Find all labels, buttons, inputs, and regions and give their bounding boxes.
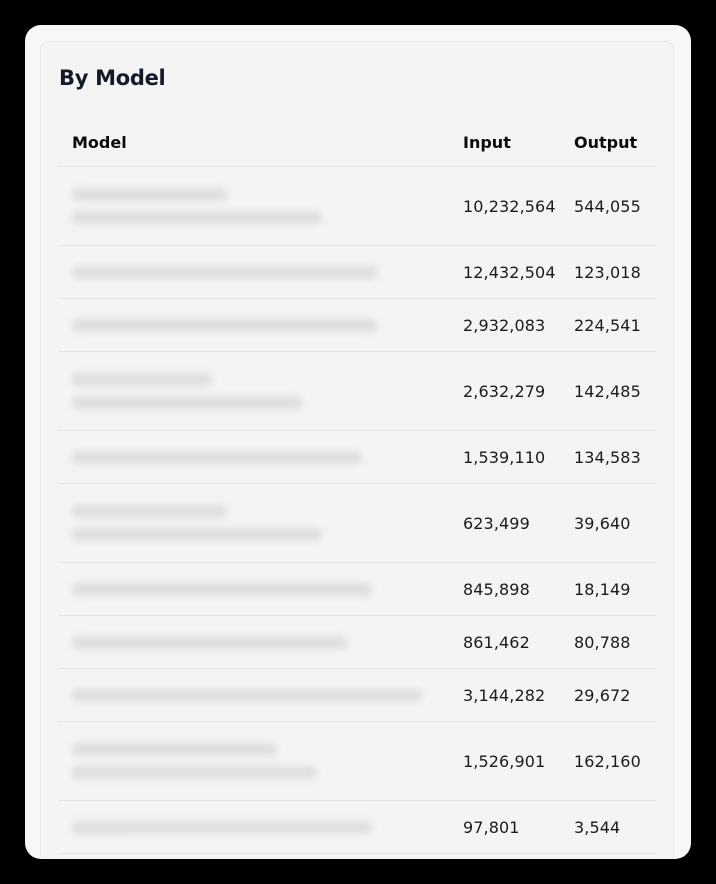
column-header-input: Input — [450, 118, 561, 167]
model-usage-table — [59, 118, 656, 854]
blurred-text-line — [72, 743, 277, 756]
redacted-model-name — [72, 821, 450, 834]
input-tokens-cell: 845,898 — [450, 563, 561, 616]
input-tokens-cell: 861,462 — [450, 616, 561, 669]
table-row — [59, 352, 656, 431]
blurred-text-line — [72, 451, 362, 464]
by-model-card — [40, 41, 674, 859]
blurred-text-line — [72, 266, 377, 279]
table-header-row — [59, 118, 656, 167]
model-name-cell — [59, 299, 450, 352]
table-row — [59, 167, 656, 246]
blurred-text-line — [72, 766, 317, 779]
output-tokens-cell: 3,544 — [561, 801, 656, 854]
column-header-output: Output — [561, 118, 656, 167]
output-tokens-cell: 142,485 — [561, 352, 656, 431]
input-tokens-cell: 623,499 — [450, 484, 561, 563]
output-tokens-cell: 544,055 — [561, 167, 656, 246]
model-name-cell — [59, 246, 450, 299]
blurred-text-line — [72, 505, 227, 518]
model-name-cell — [59, 352, 450, 431]
redacted-model-name — [72, 373, 450, 409]
column-header-model: Model — [59, 118, 450, 167]
redacted-model-name — [72, 743, 450, 779]
blurred-text-line — [72, 373, 212, 386]
redacted-model-name — [72, 266, 450, 279]
input-tokens-cell: 2,932,083 — [450, 299, 561, 352]
table-row — [59, 431, 656, 484]
blurred-text-line — [72, 188, 227, 201]
card-title: By Model — [59, 66, 166, 90]
output-tokens-cell: 224,541 — [561, 299, 656, 352]
input-tokens-cell: 12,432,504 — [450, 246, 561, 299]
blurred-text-line — [72, 636, 347, 649]
table-row — [59, 722, 656, 801]
table-row — [59, 563, 656, 616]
model-name-cell — [59, 669, 450, 722]
blurred-text-line — [72, 528, 322, 541]
input-tokens-cell: 1,539,110 — [450, 431, 561, 484]
blurred-text-line — [72, 821, 372, 834]
redacted-model-name — [72, 451, 450, 464]
output-tokens-cell: 80,788 — [561, 616, 656, 669]
output-tokens-cell: 162,160 — [561, 722, 656, 801]
table-row — [59, 299, 656, 352]
table-row — [59, 246, 656, 299]
model-name-cell — [59, 801, 450, 854]
table-row — [59, 484, 656, 563]
input-tokens-cell: 10,232,564 — [450, 167, 561, 246]
window-frame — [25, 25, 691, 859]
redacted-model-name — [72, 505, 450, 541]
blurred-text-line — [72, 583, 372, 596]
redacted-model-name — [72, 188, 450, 224]
model-name-cell — [59, 563, 450, 616]
redacted-model-name — [72, 583, 450, 596]
redacted-model-name — [72, 636, 450, 649]
blurred-text-line — [72, 211, 322, 224]
redacted-model-name — [72, 319, 450, 332]
blurred-text-line — [72, 396, 302, 409]
table-row — [59, 616, 656, 669]
model-name-cell — [59, 616, 450, 669]
table-row — [59, 801, 656, 854]
input-tokens-cell: 1,526,901 — [450, 722, 561, 801]
input-tokens-cell: 2,632,279 — [450, 352, 561, 431]
output-tokens-cell: 18,149 — [561, 563, 656, 616]
table-row — [59, 669, 656, 722]
output-tokens-cell: 123,018 — [561, 246, 656, 299]
output-tokens-cell: 29,672 — [561, 669, 656, 722]
model-name-cell — [59, 484, 450, 563]
redacted-model-name — [72, 689, 450, 702]
output-tokens-cell: 39,640 — [561, 484, 656, 563]
output-tokens-cell: 134,583 — [561, 431, 656, 484]
model-name-cell — [59, 722, 450, 801]
input-tokens-cell: 3,144,282 — [450, 669, 561, 722]
blurred-text-line — [72, 689, 422, 702]
model-name-cell — [59, 431, 450, 484]
blurred-text-line — [72, 319, 377, 332]
model-name-cell — [59, 167, 450, 246]
input-tokens-cell: 97,801 — [450, 801, 561, 854]
